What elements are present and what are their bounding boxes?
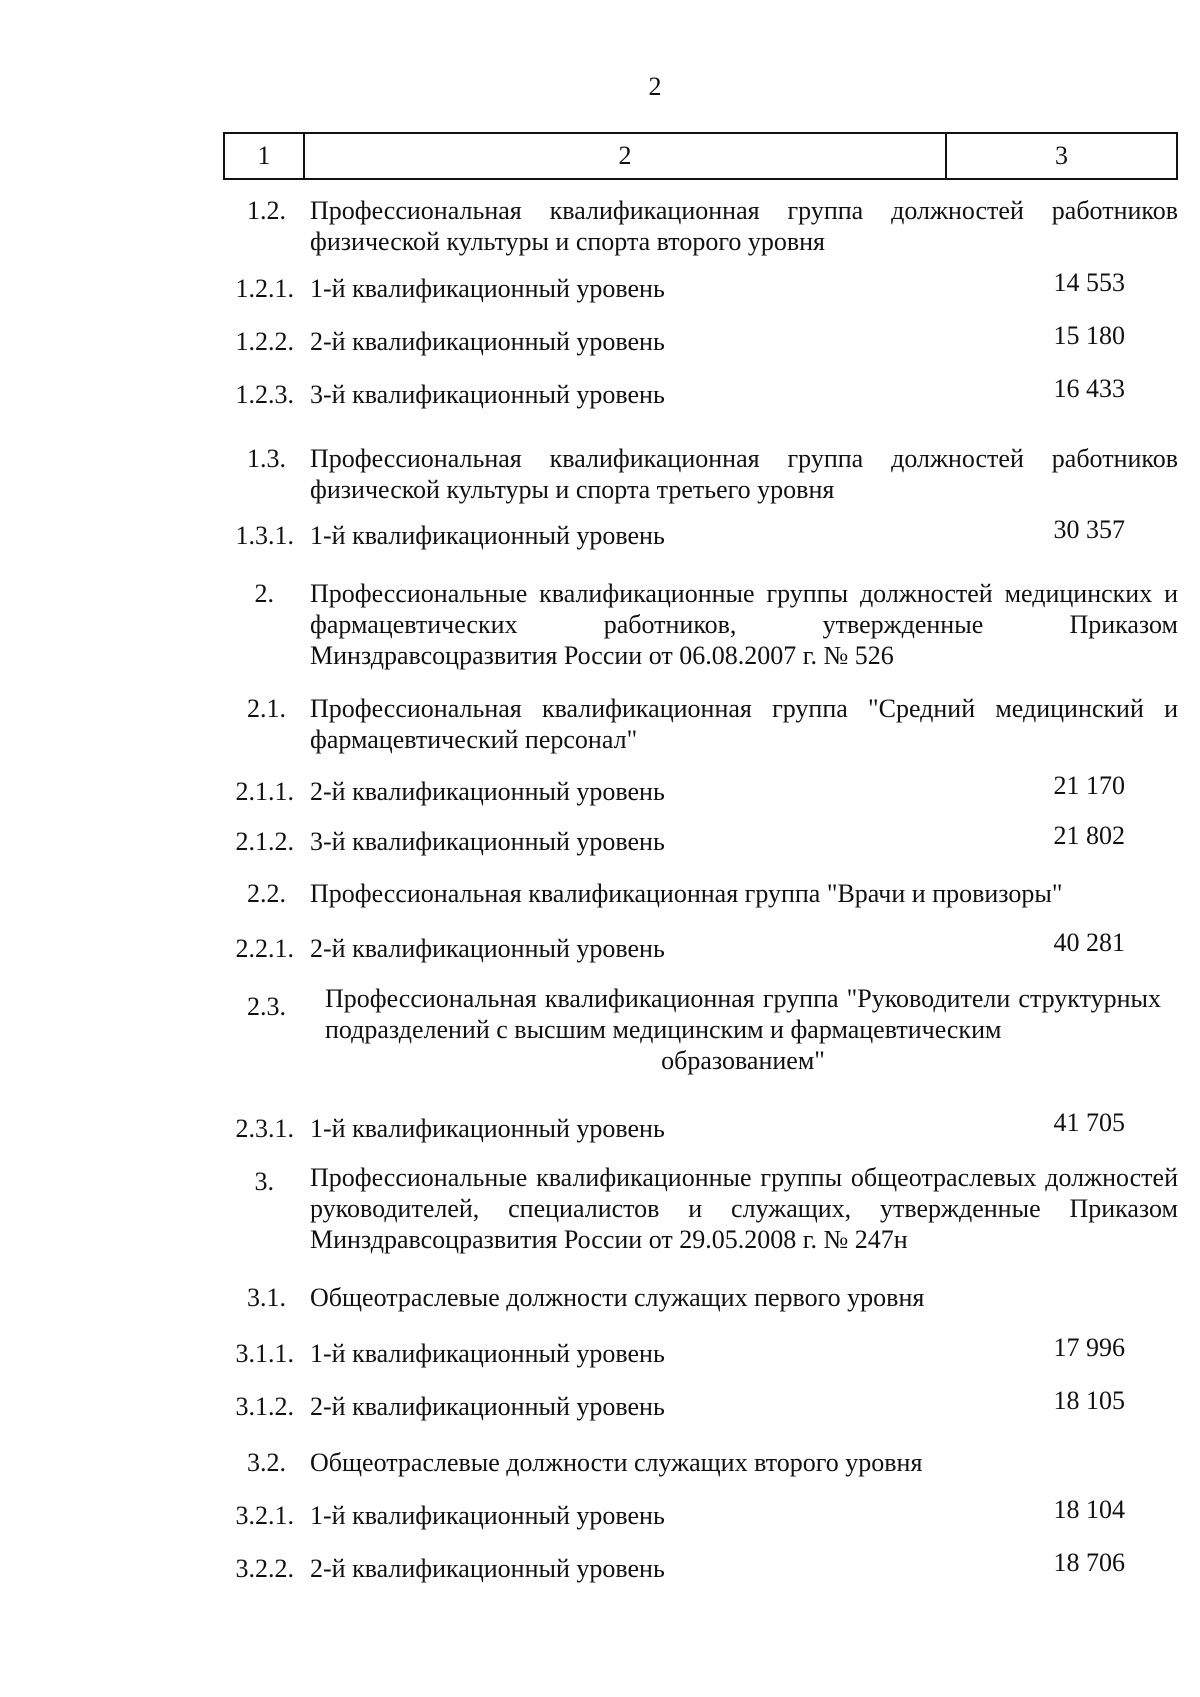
row-text: 1-й квалификационный уровень bbox=[310, 1114, 665, 1143]
row-number: 3.1.2. bbox=[235, 1392, 294, 1421]
row-text: Общеотраслевые должности служащих первого уровня bbox=[310, 1283, 925, 1312]
row-text-tail: образованием" bbox=[661, 1046, 825, 1075]
row-text: 2-й квалификационный уровень bbox=[310, 327, 665, 356]
row-text: 2-й квалификационный уровень bbox=[310, 934, 665, 963]
row-text: 2-й квалификационный уровень bbox=[310, 1554, 665, 1583]
row-number: 1.3. bbox=[247, 444, 286, 473]
header-col-3: 3 bbox=[1055, 141, 1068, 170]
row-text: 3-й квалификационный уровень bbox=[310, 827, 665, 856]
header-col-1: 1 bbox=[225, 134, 305, 178]
row-text-block bbox=[325, 983, 1161, 1076]
row-value: 15 180 bbox=[1053, 321, 1125, 350]
row-text: Профессиональная квалификационная группа "Врачи и провизоры" bbox=[310, 879, 1063, 908]
row-number: 3. bbox=[254, 1167, 274, 1196]
row-value: 17 996 bbox=[1053, 1333, 1125, 1362]
row-value: 18 706 bbox=[1053, 1548, 1125, 1577]
row-value: 18 104 bbox=[1053, 1495, 1125, 1524]
row-text: 3-й квалификационный уровень bbox=[310, 380, 665, 409]
row-value: 41 705 bbox=[1053, 1108, 1125, 1137]
row-number: 1.2.1. bbox=[235, 274, 294, 303]
row-text: 1-й квалификационный уровень bbox=[310, 521, 665, 550]
row-number: 1.3.1. bbox=[235, 521, 294, 550]
row-number: 2.2. bbox=[247, 879, 286, 908]
row-number: 3.1. bbox=[247, 1283, 286, 1312]
row-number: 2.2.1. bbox=[235, 934, 294, 963]
row-number: 3.2.1. bbox=[235, 1501, 294, 1530]
row-value: 21 170 bbox=[1053, 771, 1125, 800]
row-text: Профессиональная квалификационная группа "Руководители структурных подразделений с высшим медицинским и фармацевтическим bbox=[325, 984, 1161, 1044]
row-value: 30 357 bbox=[1053, 515, 1125, 544]
row-number: 2. bbox=[254, 579, 274, 608]
table-header bbox=[223, 132, 1178, 180]
row-value: 21 802 bbox=[1053, 821, 1125, 850]
row-number: 1.2.3. bbox=[235, 380, 294, 409]
row-text: Профессиональная квалификационная группа должностей работников физической культуры и спорта второго уровня bbox=[310, 196, 1178, 256]
page-number: 2 bbox=[648, 72, 662, 101]
row-number: 2.1.2. bbox=[235, 827, 294, 856]
row-number: 2.1.1. bbox=[235, 777, 294, 806]
row-text: 2-й квалификационный уровень bbox=[310, 777, 665, 806]
row-number: 2.3. bbox=[247, 992, 286, 1021]
row-text: 1-й квалификационный уровень bbox=[310, 274, 665, 303]
row-text: Профессиональная квалификационная группа должностей работников физической культуры и спорта третьего уровня bbox=[310, 444, 1178, 504]
row-number: 3.2. bbox=[247, 1448, 286, 1477]
row-number: 2.3.1. bbox=[235, 1114, 294, 1143]
row-number: 3.2.2. bbox=[235, 1554, 294, 1583]
row-number: 1.2.2. bbox=[235, 327, 294, 356]
row-text: Профессиональная квалификационная группа "Средний медицинский и фармацевтический персонал" bbox=[310, 694, 1178, 754]
row-value: 16 433 bbox=[1053, 374, 1125, 403]
row-number: 3.1.1. bbox=[235, 1339, 294, 1368]
row-text: Общеотраслевые должности служащих второго уровня bbox=[310, 1448, 923, 1477]
header-col-2: 2 bbox=[305, 134, 947, 178]
row-text: Профессиональные квалификационные группы общеотраслевых должностей руководителей, специалистов и служащих, утвержденные Приказом Минздравсоцразвития России от 29.05.2008 г. № 247н bbox=[310, 1163, 1178, 1254]
row-text: 1-й квалификационный уровень bbox=[310, 1501, 665, 1530]
row-number: 2.1. bbox=[247, 694, 286, 723]
row-value: 18 105 bbox=[1053, 1386, 1125, 1415]
row-text: 2-й квалификационный уровень bbox=[310, 1392, 665, 1421]
row-text: Профессиональные квалификационные группы должностей медицинских и фармацевтических работников, утвержденные Приказом Минздравсоцразвития России от 06.08.2007 г. № 526 bbox=[310, 579, 1178, 670]
row-value: 14 553 bbox=[1053, 268, 1125, 297]
row-number: 1.2. bbox=[247, 196, 286, 225]
row-text: 1-й квалификационный уровень bbox=[310, 1339, 665, 1368]
row-value: 40 281 bbox=[1053, 928, 1125, 957]
